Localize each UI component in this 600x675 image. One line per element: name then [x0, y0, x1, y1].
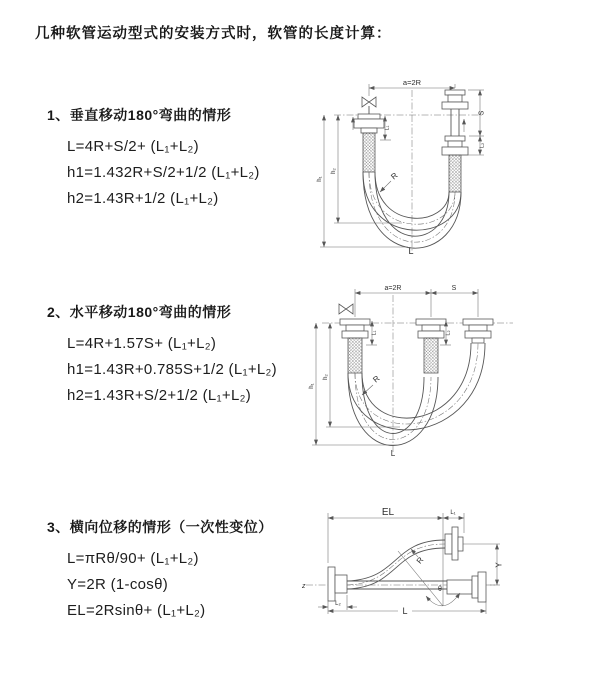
dimension-radius: [411, 549, 426, 565]
fitting-left-label: L₁: [371, 330, 378, 336]
formula-list: [47, 134, 317, 212]
hose-fitting-middle: [416, 319, 446, 373]
formula-line: h2=1.43R+S/2+1/2 (L₁+L₂): [67, 387, 252, 404]
movement-label: S: [451, 285, 457, 292]
braided-hose-section: [424, 338, 438, 373]
braided-hose-section: [363, 133, 375, 172]
flange-upper-right: [445, 527, 463, 560]
formula-line: Y=2R (1-cosθ): [67, 576, 169, 593]
hose-straight-position: [347, 572, 486, 602]
formula-line: L=4R+S/2+ (L₁+L₂): [67, 138, 199, 155]
length-label: L: [390, 449, 396, 458]
height-outer-label: h₁: [317, 176, 323, 182]
braided-hose-section: [449, 155, 461, 192]
section-vertical-movement: [47, 105, 317, 212]
length-label: L: [408, 246, 414, 256]
formula-line: h2=1.43R+1/2 (L₁+L₂): [67, 190, 219, 207]
hose-curve: [348, 343, 485, 446]
radius-label: R: [414, 555, 426, 566]
valve-icon: [362, 97, 376, 114]
fitting-left-label: L₁: [384, 125, 391, 131]
formula-line: h1=1.43R+0.785S+1/2 (L₁+L₂): [67, 361, 277, 378]
EL-label: EL: [381, 507, 395, 518]
fitting-lower-left-label: L₂: [335, 601, 341, 607]
movement-label: S: [478, 110, 486, 116]
formula-line: L=4R+1.57S+ (L₁+L₂): [67, 335, 217, 352]
diagram-horizontal-180-bend: [308, 281, 598, 458]
span-dimension-label: a=2R: [384, 285, 402, 292]
fitting-right-label: L₂: [479, 142, 486, 149]
dimension-length: [328, 601, 486, 616]
valve-icon: [339, 304, 353, 314]
formula-line: L=πRθ/90+ (L₁+L₂): [67, 550, 199, 567]
dimension-span: [355, 285, 478, 317]
dimension-movement-S: [468, 90, 486, 136]
section-lateral-displacement: [47, 517, 317, 624]
hose-fitting-left: [340, 319, 370, 373]
centerline-mark: z: [302, 583, 306, 590]
radius-label: R: [371, 373, 382, 385]
dimension-radius: [380, 171, 400, 192]
diagram-vertical-180-bend: [312, 76, 502, 258]
section-heading: 1、垂直移动180°弯曲的情形: [47, 107, 232, 123]
Y-label: Y: [494, 562, 504, 568]
formula-line: h1=1.432R+S/2+1/2 (L₁+L₂): [67, 164, 260, 181]
flange-left: [328, 567, 347, 601]
length-label: L: [402, 606, 408, 616]
section-heading: 3、横向位移的情形（一次性变位）: [47, 519, 273, 535]
diagram-lateral-displacement: [300, 503, 600, 650]
formula-line: EL=2Rsinθ+ (L₁+L₂): [67, 602, 206, 619]
hose-fitting-left: [354, 114, 384, 172]
span-dimension-label: a=2R: [402, 78, 422, 87]
hose-displaced-position: [347, 540, 445, 589]
hose-fitting-right-moved: [463, 319, 493, 343]
section-heading: 2、水平移动180°弯曲的情形: [47, 304, 232, 320]
fitting-middle-label: L₂: [445, 330, 452, 336]
height-inner-label: h₂: [323, 374, 329, 380]
theta-label: θ: [438, 586, 442, 593]
fitting-upper-label: L₁: [450, 510, 456, 516]
page-title: 几种软管运动型式的安装方式时，软管的长度计算：: [35, 26, 392, 42]
dimension-fitting-lower-left: [318, 595, 357, 610]
formula-list: [47, 546, 317, 624]
section-horizontal-movement: [47, 302, 317, 409]
radius-label: R: [389, 170, 400, 182]
height-inner-label: h₂: [331, 168, 337, 174]
height-outer-label: h₁: [309, 383, 315, 389]
braided-hose-section: [348, 338, 362, 373]
formula-list: [47, 331, 317, 409]
hose-fitting-right-lower: [442, 136, 468, 192]
